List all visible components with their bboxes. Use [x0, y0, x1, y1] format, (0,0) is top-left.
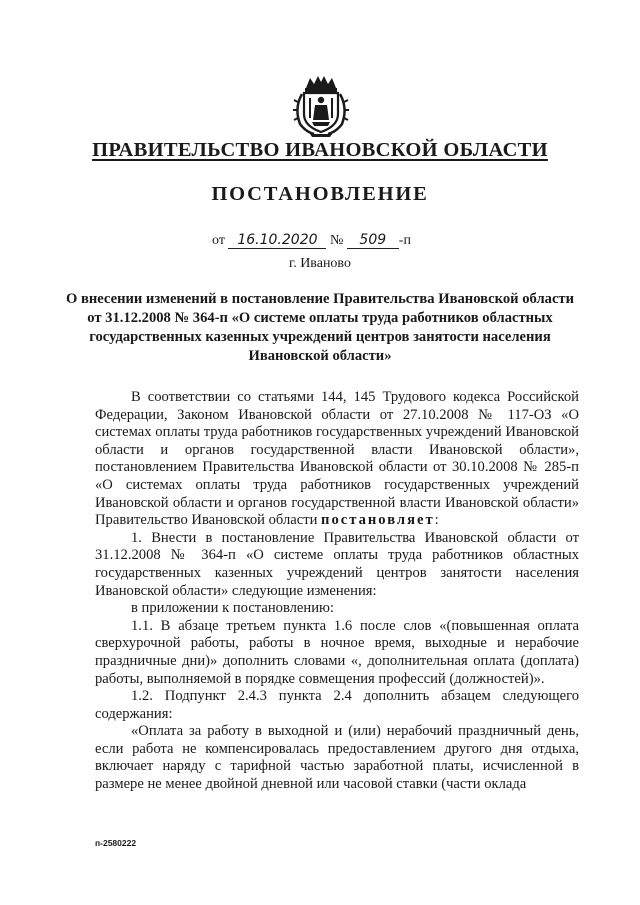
document-body — [95, 389, 579, 794]
handwritten-number: 509 — [347, 232, 399, 249]
resolves-word: постановляет — [321, 512, 435, 529]
paragraph-quote: «Оплата за работу в выходной и (или) нерабочий праздничный день, если работа не компенсировалась предоставлением другого дня отдыха, включает наряду с тарифной частью заработной платы, исчисленной в размере не менее двойной дневной или часовой ставки (части оклада — [95, 723, 579, 793]
handwritten-date: 16.10.2020 — [228, 232, 326, 249]
government-title: ПРАВИТЕЛЬСТВО ИВАНОВСКОЙ ОБЛАСТИ — [92, 139, 548, 161]
paragraph-item-1-1: 1.1. В абзаце третьем пункта 1.6 после слов «(повышенная оплата сверхурочной работы, работы в ночное время, выходные и нерабочие праздничные дни)» дополнить словами «, дополнительная оплата (доплата) работы, выполняемой в порядке совмещения профессий (должностей)». — [95, 617, 579, 687]
ivanovo-coat-of-arms-icon — [292, 74, 350, 138]
document-subject: О внесении изменений в постановление Правительства Ивановской области от 31.12.2008 № 364-п «О системе оплаты труда работников областных государственных казенных учреждений центров занятости населения Ивановской области» — [65, 291, 575, 364]
preamble-end: : — [434, 512, 439, 529]
document-code: п-2580222 — [95, 838, 137, 848]
paragraph-preamble — [95, 389, 579, 530]
paragraph-item-1-2: 1.2. Подпункт 2.4.3 пункта 2.4 дополнить абзацем следующего содержания: — [95, 688, 579, 722]
number-sign: № — [329, 233, 344, 248]
document-type-title: ПОСТАНОВЛЕНИЕ — [211, 183, 429, 205]
preamble-text: В соответствии со статьями 144, 145 Трудового кодекса Российской Федерации, Законом Ивановской области от 27.10.2008 № 117-ОЗ «О системах оплаты труда работников государственных учреждений Ивановской области и органов государственной власти Ивановской области», постановлением Правительства Ивановской области от 30.10.2008 № 285-п «О системах оплаты труда работников государственных учреждений Ивановской области и органов государственной власти Ивановской области» Правительство Ивановской области — [95, 389, 579, 529]
date-number-line — [212, 232, 472, 249]
paragraph-appendix: в приложении к постановлению: — [131, 600, 334, 617]
city: г. Иваново — [289, 256, 351, 271]
number-suffix: -п — [398, 233, 411, 248]
date-prefix: от — [212, 233, 225, 248]
paragraph-item-1: 1. Внести в постановление Правительства Ивановской области от 31.12.2008 № 364-п «О системе оплаты труда работников областных государственных казенных учреждений центров занятости населения Ивановской области» следующие изменения: — [95, 529, 579, 599]
